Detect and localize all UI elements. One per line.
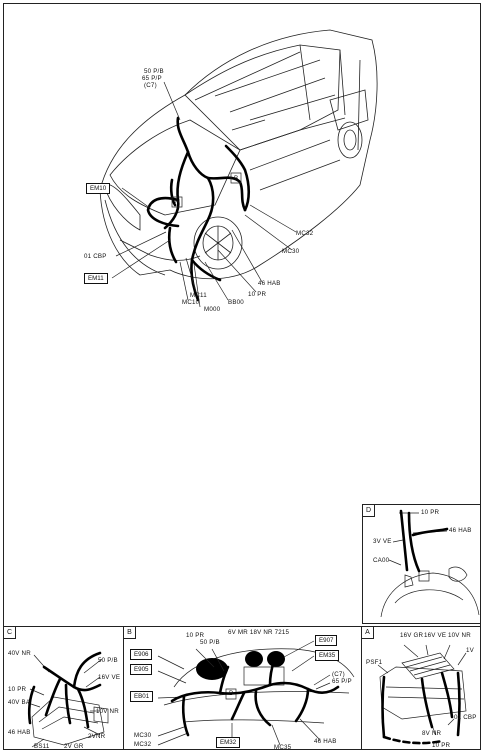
- panel-c-label-2vnr: 2VNR: [88, 733, 106, 740]
- connector-e906-box: E906: [130, 649, 152, 660]
- panel-d-label-10-pr: 10 PR: [421, 509, 440, 516]
- label-10-pr: 10 PR: [248, 291, 267, 298]
- panel-a-label-psf1: PSF1: [366, 659, 383, 666]
- panel-b-label-46-hab: 46 HAB: [314, 738, 337, 745]
- label-65-pp: 65 P/P: [142, 75, 162, 82]
- label-mc10: MC10: [182, 299, 200, 306]
- connector-e905-box: E905: [130, 664, 152, 675]
- panel-b-tag: B: [124, 627, 136, 639]
- connector-eb01-box: EB01: [130, 691, 153, 702]
- panel-c-label-2v-gr: 2V GR: [64, 743, 84, 750]
- label-c71: (C7): [144, 82, 157, 89]
- label-50-pb: 50 P/B: [144, 68, 164, 75]
- connector-em10-box: EM10: [86, 183, 110, 194]
- panel-c-label-10v-nr: 10V NR: [96, 708, 119, 715]
- connector-em32-box: EM32: [216, 737, 240, 748]
- panel-d-label-46-hab: 46 HAB: [449, 527, 472, 534]
- panel-b-label-50-pb: 50 P/B: [200, 639, 220, 646]
- panel-a-label-10v-nr: 10V NR: [448, 632, 471, 639]
- panel-b-label-mc30: MC30: [134, 732, 152, 739]
- panel-b-label-c71: (C7): [332, 671, 345, 678]
- panel-d-tag: D: [363, 505, 375, 517]
- panel-b-label-top-wires: 6V MR 18V NR 7215: [228, 629, 290, 636]
- connector-e907-box: E907: [315, 635, 337, 646]
- panel-c-label-bs11: BS11: [34, 743, 50, 750]
- label-m000: M000: [204, 306, 221, 313]
- panel-c-label-50-pb: 50 P/B: [98, 657, 118, 664]
- panel-c-tag: C: [4, 627, 16, 639]
- panel-b-label-65-pp: 65 P/P: [332, 678, 352, 685]
- panel-a-label-16v-ve: 16V VE: [424, 632, 447, 639]
- connector-em35-box: EM35: [315, 650, 339, 661]
- main-car-view: [0, 0, 485, 340]
- connector-em11-box: EM11: [84, 273, 108, 284]
- panel-d: [362, 504, 481, 624]
- panel-b-label-mc32: MC32: [134, 741, 152, 748]
- label-mc32: MC32: [296, 230, 314, 237]
- panel-d-drawing: [363, 505, 482, 625]
- panel-a-label-8v-nr: 8V NR: [422, 730, 442, 737]
- panel-b: [123, 626, 362, 750]
- tag-a: A: [175, 198, 180, 205]
- car-outline-drawing: [0, 0, 485, 340]
- label-46-hab: 46 HAB: [258, 280, 281, 287]
- panel-b-label-mc35: MC35: [274, 744, 292, 751]
- label-bb00: BB00: [228, 299, 244, 306]
- panel-b-tag-d: D: [229, 690, 234, 697]
- label-01-cbp: 01 CBP: [84, 253, 107, 260]
- tag-b: B: [234, 175, 239, 182]
- panel-a-label-01-cbp: 01 CBP: [454, 714, 477, 721]
- panel-b-label-10-pr: 10 PR: [186, 632, 205, 639]
- panel-a: [361, 626, 481, 750]
- panel-d-label-ca00: CA00: [373, 557, 390, 564]
- panel-c-label-10-pr: 10 PR: [8, 686, 27, 693]
- panel-c-label-40v-nr: 40V NR: [8, 650, 31, 657]
- panel-d-label-3v-ve: 3V VE: [373, 538, 392, 545]
- panel-a-label-16v-gr: 16V GR: [400, 632, 424, 639]
- panel-a-label-10-pr: 10 PR: [432, 742, 451, 749]
- panel-c-label-40v-ba: 40V BA: [8, 699, 31, 706]
- label-mc30: MC30: [282, 248, 300, 255]
- panel-a-tag: A: [362, 627, 374, 639]
- panel-a-label-1v: 1V: [466, 647, 474, 654]
- label-mc11: MC11: [190, 292, 207, 299]
- panel-c-label-46-hab: 46 HAB: [8, 729, 31, 736]
- panel-c-label-16v-ve: 16V VE: [98, 674, 121, 681]
- panel-c: [3, 626, 124, 750]
